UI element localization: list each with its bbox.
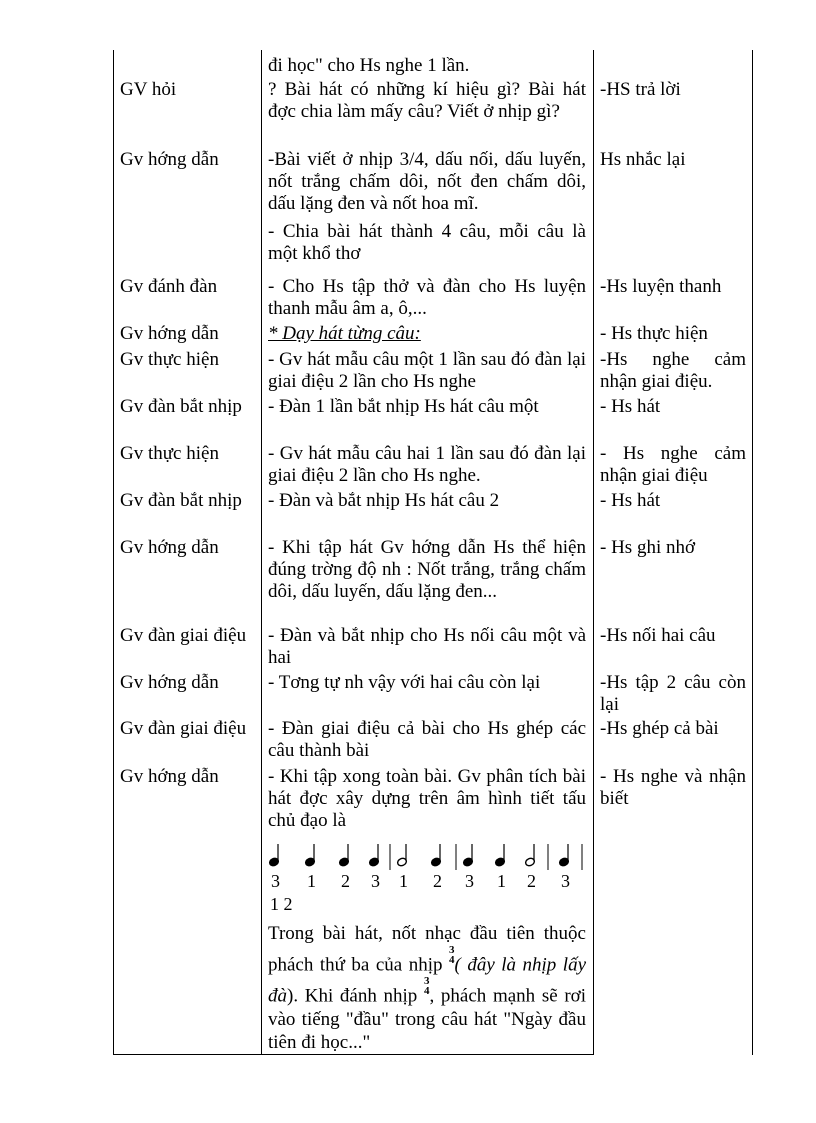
paragraph-text: Trong bài hát, nốt nhạc đầu tiên thuộc phách thứ ba của nhịp — [268, 923, 586, 976]
content-line: - Chia bài hát thành 4 câu, mỗi câu là một khổ thơ — [268, 221, 586, 264]
student-cell: -Hs luyện thanh — [600, 276, 722, 297]
content-cell: - Đàn 1 lần bắt nhịp Hs hát câu một — [268, 396, 539, 417]
teacher-cell: Gv đàn bắt nhịp — [120, 490, 242, 511]
content-cell — [268, 323, 586, 345]
paragraph-text: , phách mạnh sẽ rơi vào tiếng "đầu" trong câu hát "Ngày đầu tiên đi học..." — [268, 985, 586, 1053]
student-cell: - Hs hát — [600, 396, 661, 417]
student-cell: - Hs nghe cảm nhận giai điệu — [600, 443, 746, 486]
content-cell: đi học" cho Hs nghe 1 lần. — [268, 55, 470, 76]
time-sig-top: 3 — [423, 975, 430, 988]
beat-number: 2 — [527, 871, 536, 891]
teacher-cell: Gv hớng dẫn — [120, 323, 219, 344]
beat-number: 1 — [307, 871, 316, 891]
page-border-right — [752, 50, 753, 1055]
teacher-cell: Gv thực hiện — [120, 443, 219, 464]
beat-number-tail: 1 2 — [270, 894, 293, 914]
student-cell: -HS trả lời — [600, 79, 681, 100]
student-cell: - Hs nghe và nhận biết — [600, 766, 746, 809]
beat-number: 2 — [341, 871, 350, 891]
teacher-cell: Gv hớng dẫn — [120, 537, 219, 558]
beat-number: 2 — [433, 871, 442, 891]
content-cell: - Khi tập hát Gv hớng dẫn Hs thể hiện đúng trờng độ nh : Nốt trắng, trắng chấm dôi, dấu luyến, dấu lặng đen... — [268, 537, 586, 602]
student-cell: -Hs ghép cả bài — [600, 718, 719, 739]
student-cell: - Hs thực hiện — [600, 323, 708, 344]
content-cell: - Cho Hs tập thở và đàn cho Hs luyện thanh mẫu âm a, ô,... — [268, 276, 586, 319]
table-border-left — [113, 50, 114, 1055]
beat-number: 3 — [271, 871, 280, 891]
student-cell: -Hs nghe cảm nhận giai điệu. — [600, 349, 746, 392]
content-cell: - Khi tập xong toàn bài. Gv phân tích bài hát đợc xây dựng trên âm hình tiết tấu chủ đạo là — [268, 766, 586, 831]
table-border-middle-2 — [593, 50, 594, 1055]
rhythm-notation — [268, 840, 588, 915]
beat-number: 3 — [371, 871, 380, 891]
paragraph-italic: ( đây là nhịp lấy đà — [268, 954, 587, 1007]
teacher-cell: Gv đàn bắt nhịp — [120, 396, 242, 417]
table-border-bottom — [113, 1054, 594, 1055]
teacher-cell: Gv đánh đàn — [120, 276, 218, 297]
time-sig-bottom: 4 — [449, 954, 455, 966]
beat-number: 3 — [465, 871, 474, 891]
student-cell: Hs nhắc lại — [600, 149, 686, 170]
teacher-cell: GV hỏi — [120, 79, 177, 100]
teacher-cell: Gv thực hiện — [120, 349, 219, 370]
time-sig-bottom: 4 — [423, 985, 430, 998]
paragraph-text: ). Khi đánh nhịp — [287, 985, 424, 1007]
student-cell: - Hs hát — [600, 490, 661, 511]
rhythm-svg — [268, 840, 588, 915]
content-cell: - Gv hát mẫu câu một 1 lần sau đó đàn lại giai điệu 2 lần cho Hs nghe — [268, 349, 586, 392]
explanation-paragraph — [268, 922, 586, 1054]
content-cell: - Đàn và bắt nhịp cho Hs nối câu một và hai — [268, 625, 586, 668]
student-cell: -Hs nối hai câu — [600, 625, 716, 646]
teacher-cell: Gv hớng dẫn — [120, 766, 219, 787]
beat-number: 3 — [561, 871, 570, 891]
content-cell: ? Bài hát có những kí hiệu gì? Bài hát đợc chia làm mấy câu? Viết ở nhịp gì? — [268, 79, 586, 122]
time-sig-top: 3 — [449, 944, 455, 956]
table-border-middle-1 — [261, 50, 262, 1055]
content-cell: - Đàn giai điệu cả bài cho Hs ghép các câu thành bài — [268, 718, 586, 761]
teacher-cell: Gv đàn giai điệu — [120, 718, 247, 739]
content-cell: - Đàn và bắt nhịp Hs hát câu 2 — [268, 490, 500, 511]
content-line: -Bài viết ở nhịp 3/4, dấu nối, dấu luyến, nốt trắng chấm dôi, nốt đen chấm dôi, dấu lặng đen và nốt hoa mĩ. — [268, 149, 586, 214]
student-cell: -Hs tập 2 câu còn lại — [600, 672, 746, 715]
student-cell: - Hs ghi nhớ — [600, 537, 696, 558]
teacher-cell: Gv đàn giai điệu — [120, 625, 247, 646]
content-cell — [268, 149, 586, 265]
beat-number: 1 — [399, 871, 408, 891]
teacher-cell: Gv hớng dẫn — [120, 149, 219, 170]
beat-number: 1 — [497, 871, 506, 891]
section-heading: * Dạy hát từng câu: — [268, 323, 421, 344]
content-cell: - Gv hát mẫu câu hai 1 lần sau đó đàn lại giai điệu 2 lần cho Hs nghe. — [268, 443, 586, 486]
content-cell: - Tơng tự nh vậy với hai câu còn lại — [268, 672, 541, 693]
teacher-cell: Gv hớng dẫn — [120, 672, 219, 693]
